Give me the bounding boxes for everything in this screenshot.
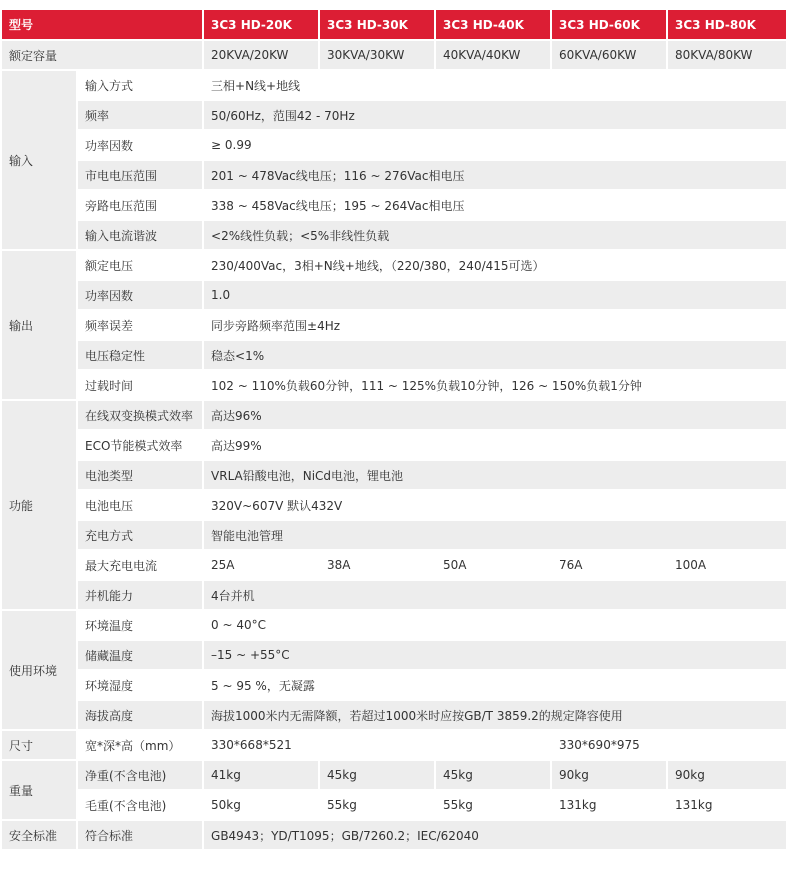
spec-value: 高达96% (204, 401, 786, 431)
spec-label: ECO节能模式效率 (78, 431, 202, 461)
spec-label: 电压稳定性 (78, 341, 202, 371)
weight-value: 90kg (668, 761, 786, 791)
model-name: 3C3 HD-60K (552, 10, 666, 41)
spec-label: 环境温度 (78, 611, 202, 641)
charge-value: 76A (552, 551, 666, 581)
spec-row (2, 431, 786, 461)
spec-label: 并机能力 (78, 581, 202, 611)
spec-row (2, 641, 786, 671)
spec-value: 320V~607V 默认432V (204, 491, 786, 521)
charge-value: 100A (668, 551, 786, 581)
spec-row (2, 611, 786, 641)
spec-value: 智能电池管理 (204, 521, 786, 551)
spec-row (2, 101, 786, 131)
spec-label: 输入电流谐波 (78, 221, 202, 251)
weight-value: 131kg (668, 791, 786, 821)
group-size-label: 尺寸 (2, 731, 76, 761)
spec-label: 充电方式 (78, 521, 202, 551)
spec-value: VRLA铅酸电池，NiCd电池，锂电池 (204, 461, 786, 491)
spec-row (2, 281, 786, 311)
model-name: 3C3 HD-30K (320, 10, 434, 41)
spec-label: 频率误差 (78, 311, 202, 341)
weight-value: 45kg (320, 761, 434, 791)
weight-value: 131kg (552, 791, 666, 821)
spec-row (2, 221, 786, 251)
spec-value: 稳态<1% (204, 341, 786, 371)
spec-label: 环境湿度 (78, 671, 202, 701)
weight-gross-row (2, 791, 786, 821)
weight-value: 55kg (436, 791, 550, 821)
spec-label: 输入方式 (78, 71, 202, 101)
max-charge-row (2, 551, 786, 581)
spec-row (2, 131, 786, 161)
spec-row (2, 581, 786, 611)
capacity-value: 40KVA/40KW (436, 41, 550, 71)
charge-value: 38A (320, 551, 434, 581)
capacity-value: 30KVA/30KW (320, 41, 434, 71)
spec-label: 符合标准 (78, 821, 202, 851)
header-model-label: 型号 (2, 10, 202, 41)
group-function-label: 功能 (2, 401, 76, 611)
spec-value: –15 ~ +55°C (204, 641, 786, 671)
capacity-value: 80KVA/80KW (668, 41, 786, 71)
spec-value: GB4943；YD/T1095；GB/7260.2；IEC/62040 (204, 821, 786, 851)
spec-label: 旁路电压范围 (78, 191, 202, 221)
size-value-small: 330*668*521 (204, 731, 550, 761)
spec-value: 201 ~ 478Vac线电压；116 ~ 276Vac相电压 (204, 161, 786, 191)
weight-value: 50kg (204, 791, 318, 821)
size-row (2, 731, 786, 761)
spec-label: 过载时间 (78, 371, 202, 401)
spec-row (2, 521, 786, 551)
spec-label: 电池电压 (78, 491, 202, 521)
spec-value: ≥ 0.99 (204, 131, 786, 161)
spec-value: 50/60Hz，范围42 - 70Hz (204, 101, 786, 131)
spec-label: 海拔高度 (78, 701, 202, 731)
spec-label: 在线双变换模式效率 (78, 401, 202, 431)
safety-row (2, 821, 786, 851)
group-safety-label: 安全标准 (2, 821, 76, 851)
weight-value: 55kg (320, 791, 434, 821)
spec-table (0, 10, 786, 851)
spec-row (2, 491, 786, 521)
size-value-large: 330*690*975 (552, 731, 786, 761)
spec-label: 宽*深*高（mm） (78, 731, 202, 761)
spec-label: 市电电压范围 (78, 161, 202, 191)
spec-row (2, 71, 786, 101)
spec-value: 5 ~ 95 %，无凝露 (204, 671, 786, 701)
weight-value: 90kg (552, 761, 666, 791)
spec-label: 频率 (78, 101, 202, 131)
spec-value: 338 ~ 458Vac线电压；195 ~ 264Vac相电压 (204, 191, 786, 221)
spec-row (2, 371, 786, 401)
spec-row (2, 401, 786, 431)
spec-row (2, 311, 786, 341)
spec-label: 净重(不含电池) (78, 761, 202, 791)
weight-net-row (2, 761, 786, 791)
weight-value: 45kg (436, 761, 550, 791)
spec-row (2, 701, 786, 731)
group-environment-label: 使用环境 (2, 611, 76, 731)
group-weight-label: 重量 (2, 761, 76, 821)
spec-value: 102 ~ 110%负载60分钟，111 ~ 125%负载10分钟，126 ~ 150%负载1分钟 (204, 371, 786, 401)
spec-value: 1.0 (204, 281, 786, 311)
group-output-label: 输出 (2, 251, 76, 401)
spec-row (2, 671, 786, 701)
spec-value: 海拔1000米内无需降额，若超过1000米时应按GB/T 3859.2的规定降容使用 (204, 701, 786, 731)
charge-value: 50A (436, 551, 550, 581)
spec-value: 230/400Vac，3相+N线+地线，（220/380，240/415可选） (204, 251, 786, 281)
capacity-row (2, 41, 786, 71)
spec-value: 同步旁路频率范围±4Hz (204, 311, 786, 341)
spec-row (2, 191, 786, 221)
spec-value: 0 ~ 40°C (204, 611, 786, 641)
weight-value: 41kg (204, 761, 318, 791)
spec-value: <2%线性负载；<5%非线性负载 (204, 221, 786, 251)
model-name: 3C3 HD-40K (436, 10, 550, 41)
charge-value: 25A (204, 551, 318, 581)
model-name: 3C3 HD-20K (204, 10, 318, 41)
spec-label: 额定电压 (78, 251, 202, 281)
spec-label: 毛重(不含电池) (78, 791, 202, 821)
spec-label: 电池类型 (78, 461, 202, 491)
spec-row (2, 251, 786, 281)
group-input-label: 输入 (2, 71, 76, 251)
spec-row (2, 461, 786, 491)
header-row (2, 10, 786, 41)
spec-row (2, 341, 786, 371)
spec-value: 4台并机 (204, 581, 786, 611)
capacity-value: 20KVA/20KW (204, 41, 318, 71)
spec-label: 储藏温度 (78, 641, 202, 671)
capacity-label: 额定容量 (2, 41, 202, 71)
spec-value: 三相+N线+地线 (204, 71, 786, 101)
spec-label: 功率因数 (78, 131, 202, 161)
spec-value: 高达99% (204, 431, 786, 461)
spec-row (2, 161, 786, 191)
model-name: 3C3 HD-80K (668, 10, 786, 41)
capacity-value: 60KVA/60KW (552, 41, 666, 71)
spec-label: 最大充电电流 (78, 551, 202, 581)
spec-label: 功率因数 (78, 281, 202, 311)
